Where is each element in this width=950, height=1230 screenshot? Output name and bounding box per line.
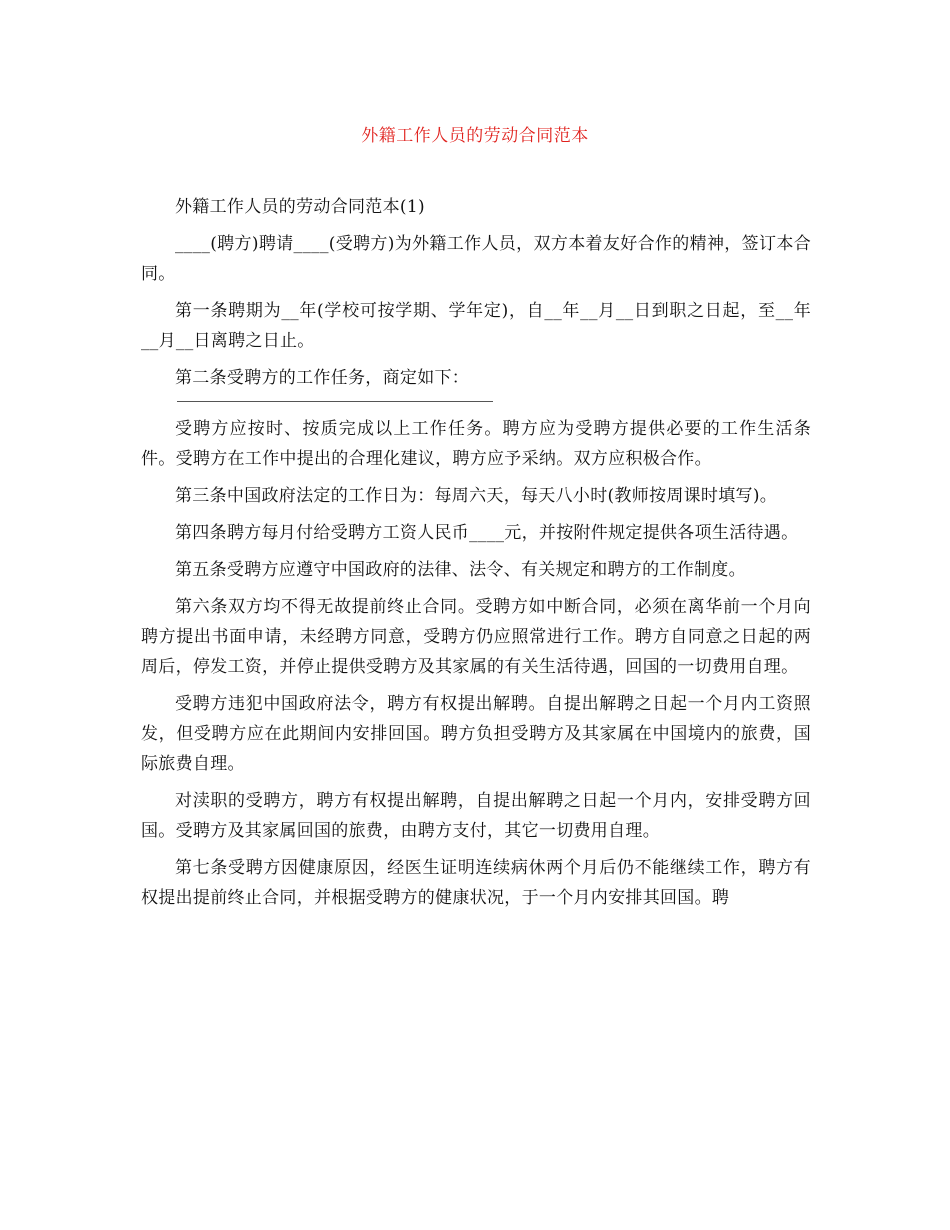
paragraph-article-7: 第七条受聘方因健康原因，经医生证明连续病休两个月后仍不能继续工作，聘方有权提出提前终止合同，并根据受聘方的健康状况，于一个月内安排其回国。聘 (141, 858, 811, 908)
paragraph-article-1: 第一条聘期为__年(学校可按学期、学年定)，自__年__月__日到职之日起，至__年__月__日离聘之日止。 (141, 301, 811, 351)
paragraph-article-2: 第二条受聘方的工作任务，商定如下： (175, 368, 470, 388)
paragraph-intro: ____(聘方)聘请____(受聘方)为外籍工作人员，双方本着友好合作的精神，签订本合同。 (141, 234, 811, 284)
paragraph-violation: 受聘方违犯中国政府法令，聘方有权提出解聘。自提出解聘之日起一个月内工资照发，但受聘方应在此期间内安排回国。聘方负担受聘方及其家属在中国境内的旅费，国际旅费自理。 (141, 694, 811, 774)
blank-fill-line (177, 401, 493, 402)
paragraph-article-3: 第三条中国政府法定的工作日为：每周六天，每天八小时(教师按周课时填写)。 (175, 486, 778, 506)
paragraph-article-5: 第五条受聘方应遵守中国政府的法律、法令、有关规定和聘方的工作制度。 (175, 560, 746, 580)
paragraph-article-6: 第六条双方均不得无故提前终止合同。受聘方如中断合同，必须在离华前一个月向聘方提出书面申请，未经聘方同意，受聘方仍应照常进行工作。聘方自同意之日起的两周后，停发工资，并停止提供受聘方及其家属的有关生活待遇，回国的一切费用自理。 (141, 597, 811, 677)
paragraph-heading: 外籍工作人员的劳动合同范本(1) (175, 197, 425, 217)
paragraph-dereliction: 对渎职的受聘方，聘方有权提出解聘，自提出解聘之日起一个月内，安排受聘方回国。受聘方及其家属回国的旅费，由聘方支付，其它一切费用自理。 (141, 791, 811, 841)
document-body (141, 192, 811, 920)
document-title: 外籍工作人员的劳动合同范本 (361, 126, 589, 146)
paragraph-article-4: 第四条聘方每月付给受聘方工资人民币____元，并按附件规定提供各项生活待遇。 (175, 523, 799, 543)
paragraph-duties: 受聘方应按时、按质完成以上工作任务。聘方应为受聘方提供必要的工作生活条件。受聘方在工作中提出的合理化建议，聘方应予采纳。双方应积极合作。 (141, 419, 811, 469)
